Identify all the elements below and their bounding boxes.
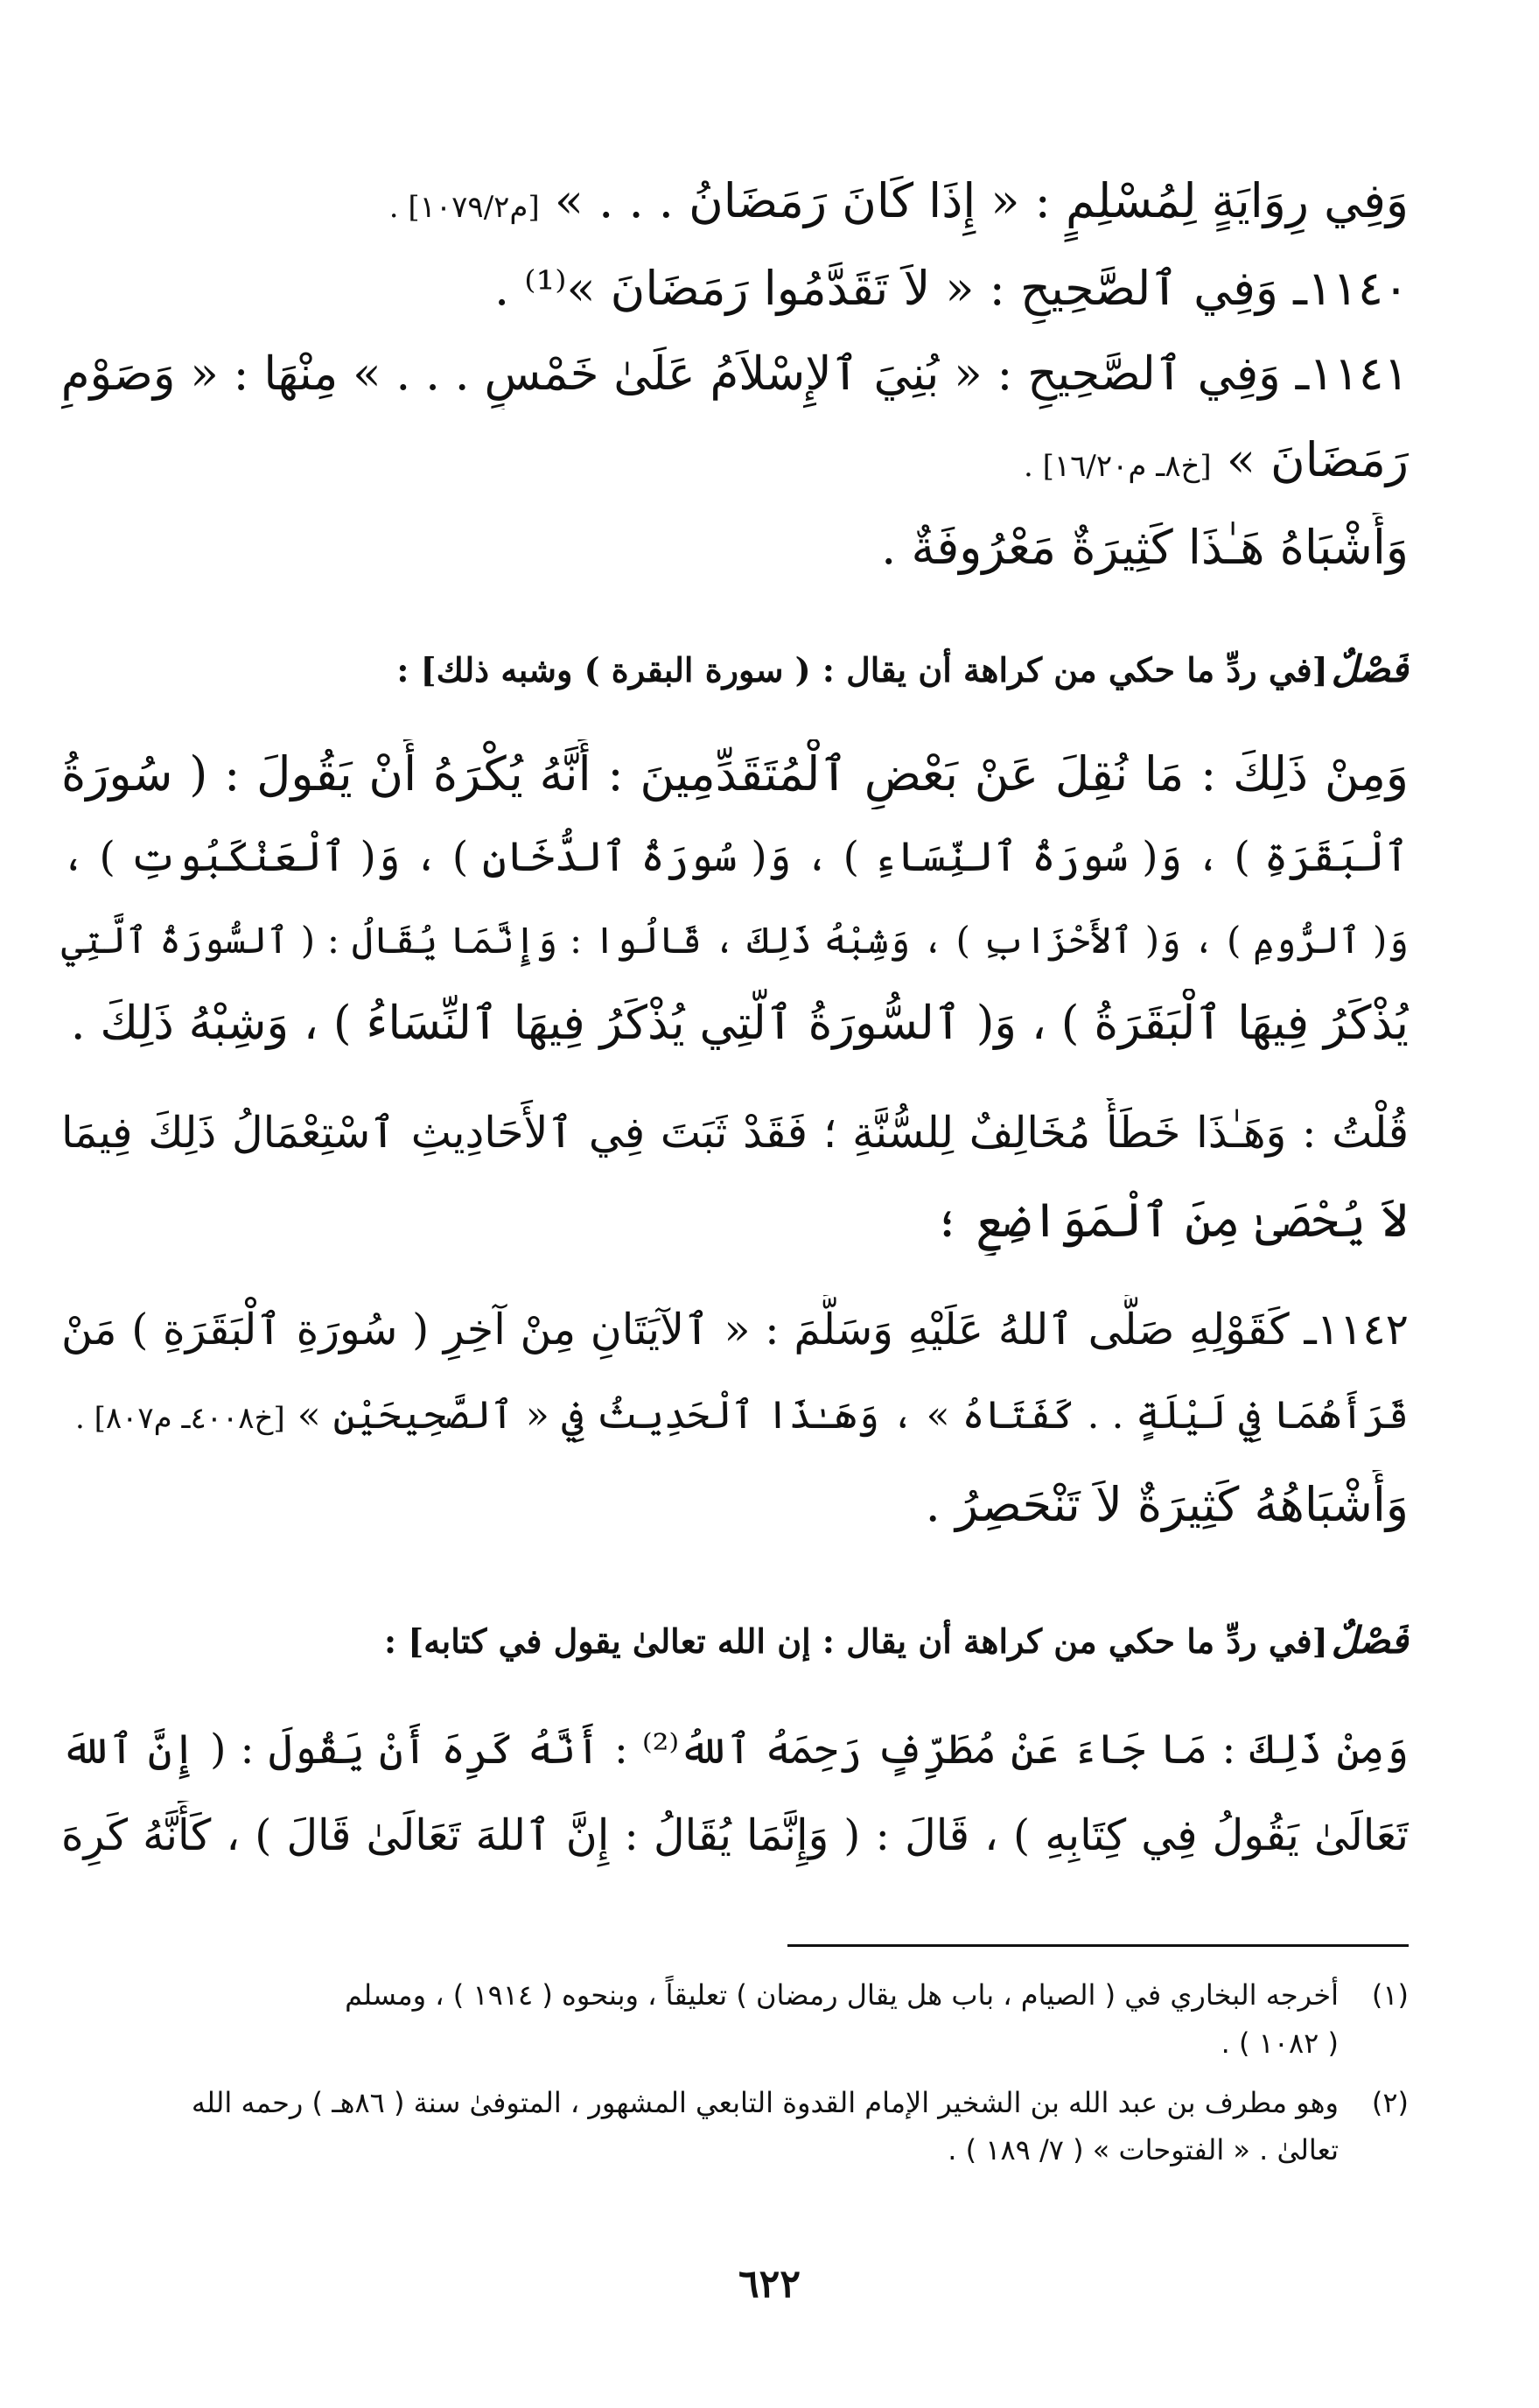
footnote-2-cont: تعالىٰ . « الفتوحات » ( ٧/ ١٨٩ ) . (948, 2133, 1339, 2166)
text-line: لاَ يُحْصَىٰ مِنَ ٱلْمَوَاضِعِ ؛ (933, 1193, 1409, 1248)
text-line: رَمَضَانَ » [خ٨ـ م١٦/٢٠] . (1023, 432, 1409, 487)
section-heading: فَصْلٌ[في ردِّ ما حكي من كراهة أن يقال : إن الله تعالىٰ يقول في كتابه] : (384, 1619, 1409, 1662)
hadith-1140: ١١٤٠ـ وَفِي ٱلصَّحِيحِ : « لاَ تَقَدَّمُوا رَمَضَانَ »⁽¹⁾ . (493, 261, 1409, 316)
text-line: وَأَشْبَاهُ هَـٰذَا كَثِيرَةٌ مَعْرُوفَةٌ . (881, 520, 1409, 575)
text-line: قَرَأَهُمَا فِي لَيْلَةٍ . . كَفَتَاهُ » ، وَهَـٰذَا ٱلْحَدِيثُ فِي « ٱلصَّحِيحَيْنِ » [خ٤٠٠٨ـ م٨٠٧] . (74, 1393, 1409, 1438)
footnote-1: (١)أخرجه البخاري في ( الصيام ، باب هل يقال رمضان ) تعليقاً ، وبنحوه ( ١٩١٤ ) ، ومسلم (345, 1978, 1409, 2012)
text-line: تَعَالَىٰ يَقُولُ فِي كِتَابِهِ ) ، قَالَ : ( وَإِنَّمَا يُقَالُ : إِنَّ ٱللهَ تَعَالَىٰ قَالَ ) ، كَأَنَّهُ كَرِهَ (61, 1810, 1409, 1860)
hadith-1142: ١١٤٢ـ كَقَوْلِهِ صَلَّى ٱللهُ عَلَيْهِ وَسَلَّمَ : « ٱلآيَتَانِ مِنْ آخِرِ ( سُورَةِ ٱلْبَقَرَةِ ) مَنْ (61, 1305, 1409, 1354)
hadith-1141: ١١٤١ـ وَفِي ٱلصَّحِيحِ : « بُنِيَ ٱلإِسْلاَمُ عَلَىٰ خَمْسٍ . . . » مِنْهَا : « وَصَوْمِ (61, 347, 1409, 401)
text-line: يُذْكَرُ فِيهَا ٱلْبَقَرَةُ ) ، وَ( ٱلسُّورَةُ ٱلَّتِي يُذْكَرُ فِيهَا ٱلنِّسَاءُ ) ، وَشِبْهُ ذَلِكَ . (70, 997, 1409, 1050)
footnote-2: (٢)وهو مطرف بن عبد الله بن الشخير الإمام القدوة التابعي المشهور ، المتوفىٰ سنة ( ٨٦هـ ) رحمه الله (191, 2086, 1409, 2119)
fasl-ornament: فَصْلٌ (1331, 648, 1409, 690)
text-line: وَمِنْ ذَلِكَ : مَا نُقِلَ عَنْ بَعْضِ ٱلْمُتَقَدِّمِينَ : أَنَّهُ يُكْرَهُ أَنْ يَقُولَ : ( سُورَةُ (61, 746, 1409, 802)
footnote-separator (787, 1944, 1409, 1947)
footnote-1-cont: ( ١٠٨٢ ) . (1221, 2026, 1339, 2060)
text-line: وَمِنْ ذَلِكَ : مَا جَاءَ عَنْ مُطَرِّفٍ رَحِمَهُ ٱللهُ⁽²⁾ : أَنَّهُ كَرِهَ أَنْ يَقُولَ : ( إِنَّ ٱللهَ (61, 1726, 1409, 1774)
page-number: ٦٢٢ (738, 2262, 801, 2306)
text-line: وَفِي رِوَايَةٍ لِمُسْلِمٍ : « إِذَا كَانَ رَمَضَانُ . . . » [م١٠٧٩/٢] . (388, 173, 1409, 228)
text-line: قُلْتُ : وَهَـٰذَا خَطَأٌ مُخَالِفٌ لِلسُّنَّةِ ؛ فَقَدْ ثَبَتَ فِي ٱلأَحَادِيثِ ٱسْتِعْمَالُ ذَلِكَ فِيمَا (61, 1108, 1409, 1158)
text-line: ٱلْبَقَرَةِ ) ، وَ( سُورَةُ ٱلنِّسَاءِ ) ، وَ( سُورَةُ ٱلدُّخَانِ ) ، وَ( ٱلْعَنْكَبُوتِ ) ، (61, 833, 1409, 881)
text-line: وَ( ٱلرُّومِ ) ، وَ( ٱلأَحْزَابِ ) ، وَشِبْهُ ذَلِكَ ، قَالُوا : وَإِنَّمَا يُقَالُ : ( ٱلسُّورَةُ ٱلَّتِي (61, 919, 1409, 962)
fasl-ornament: فَصْلٌ (1331, 1619, 1409, 1662)
section-heading: فَصْلٌ[في ردِّ ما حكي من كراهة أن يقال : ( سورة البقرة ) وشبه ذلك] : (396, 648, 1409, 690)
text-line: وَأَشْبَاهُهُ كَثِيرَةٌ لاَ تَنْحَصِرُ . (925, 1477, 1409, 1532)
